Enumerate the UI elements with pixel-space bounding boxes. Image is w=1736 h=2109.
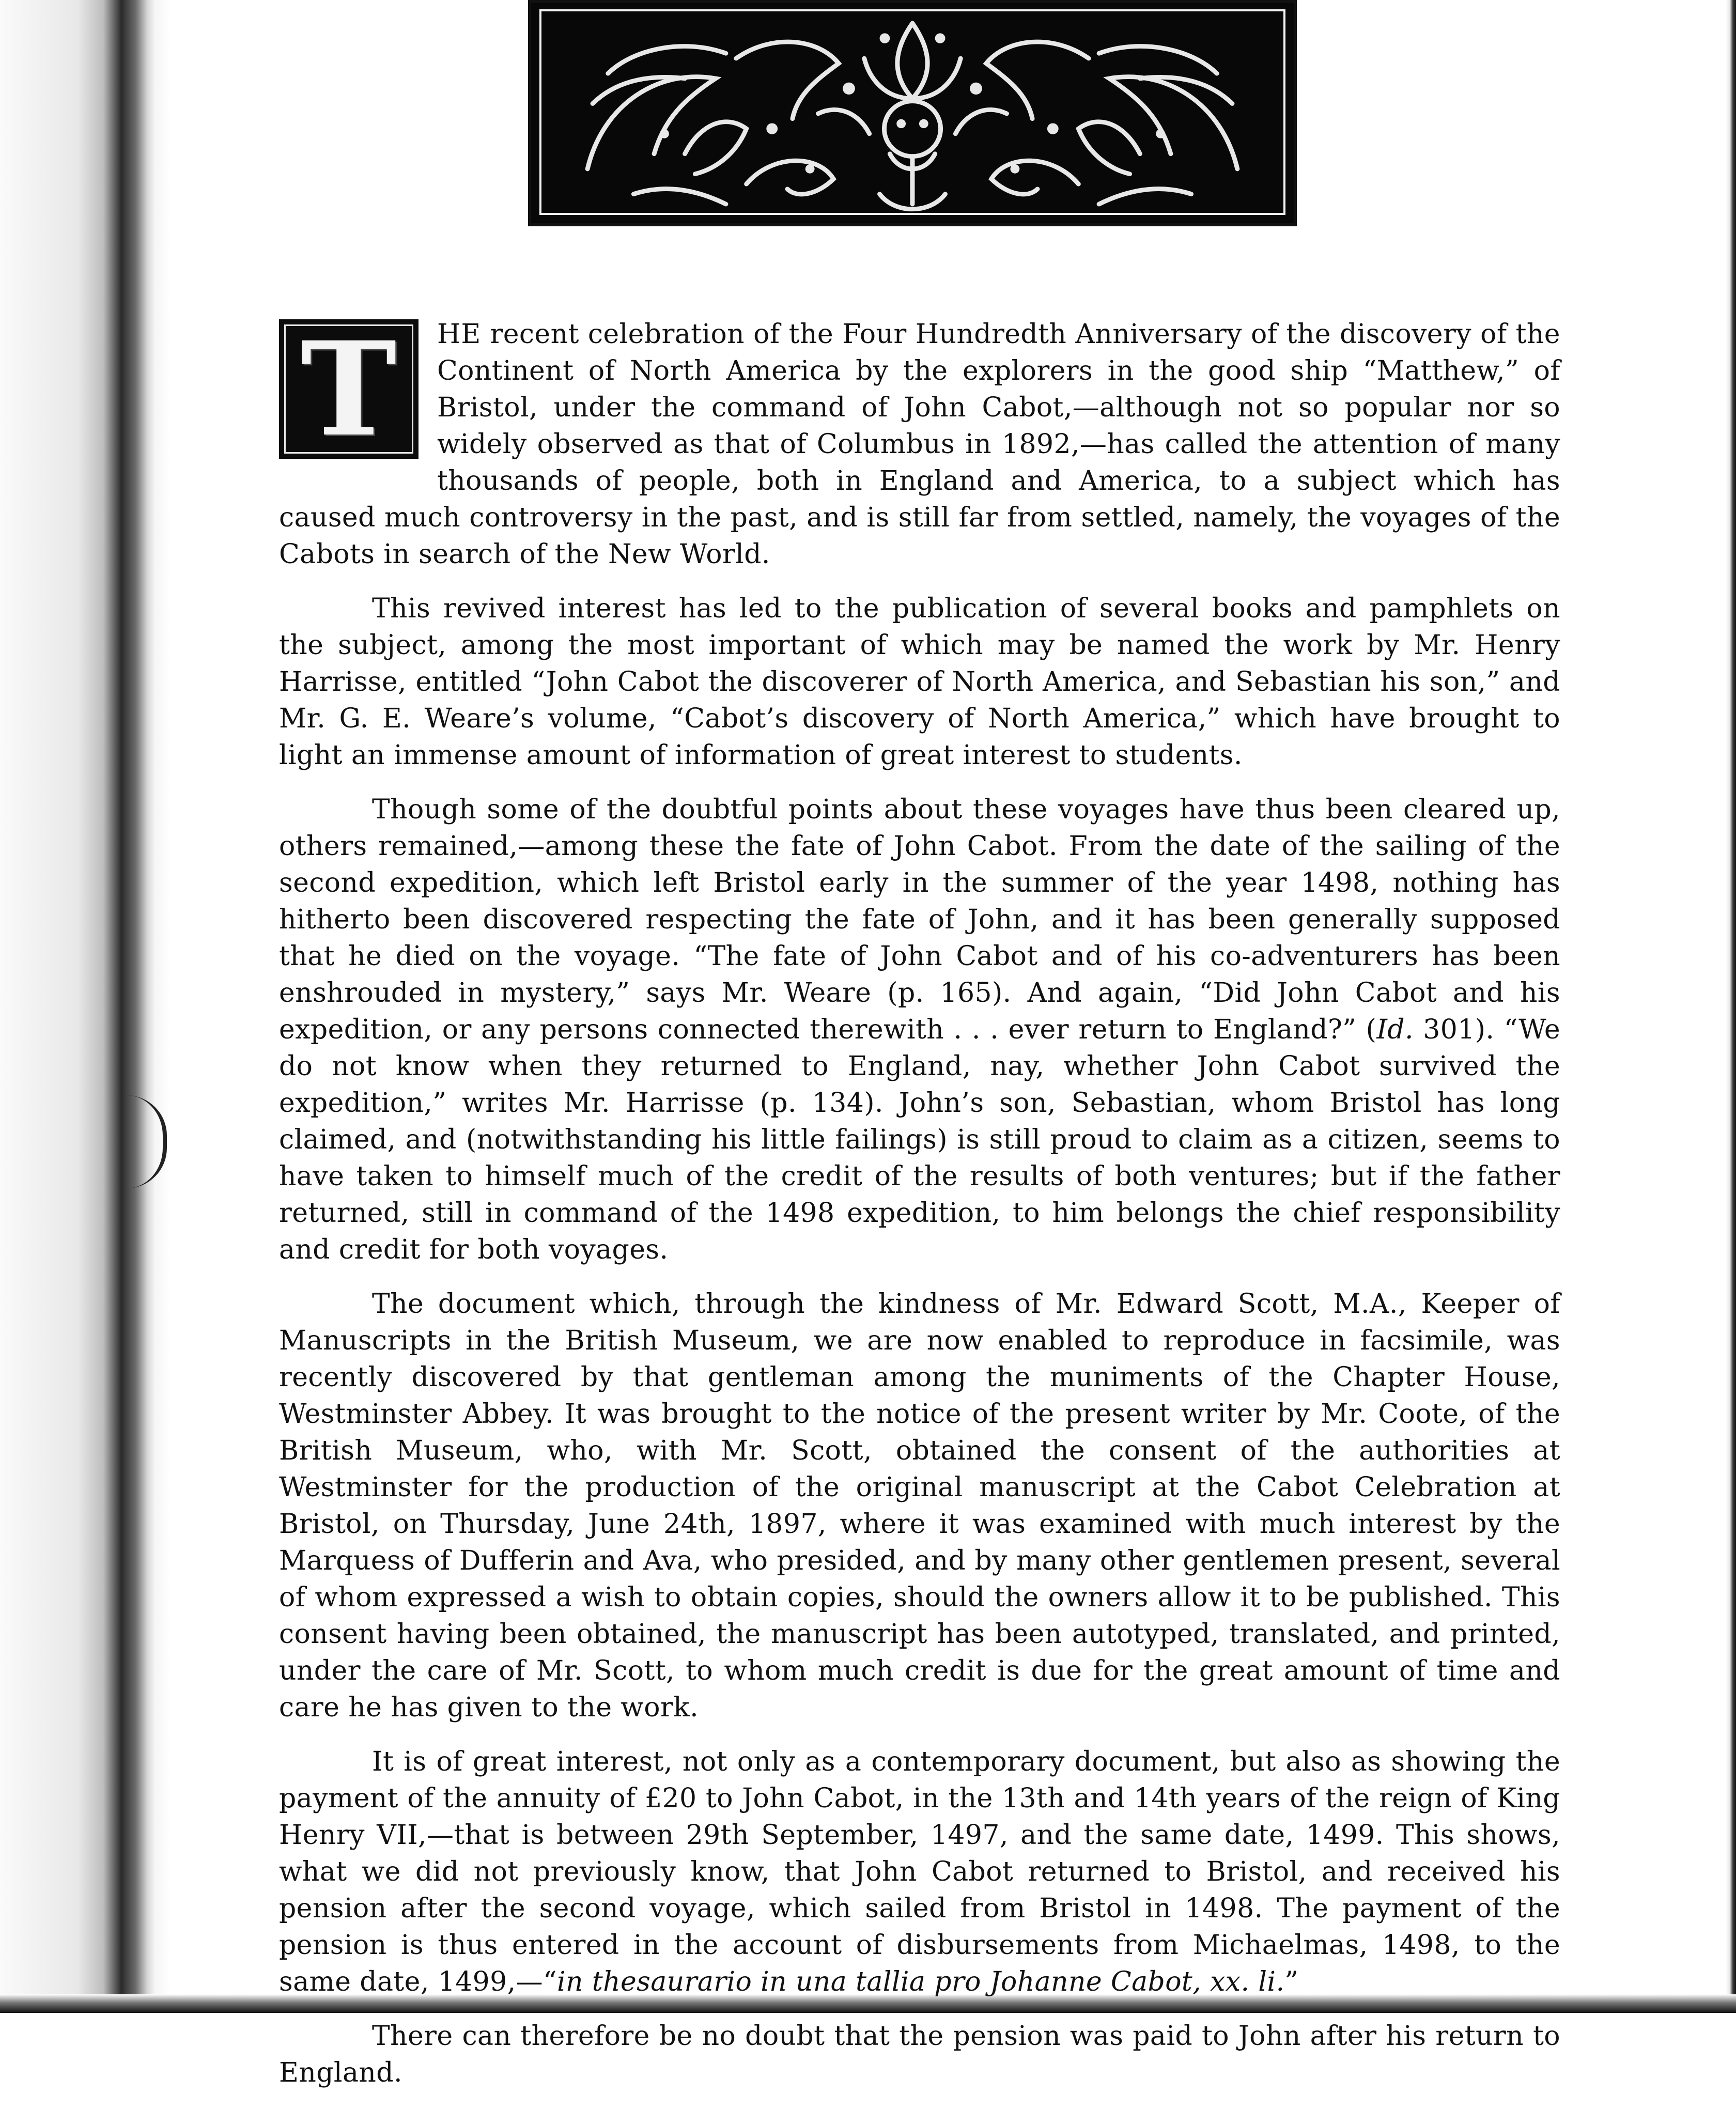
book-gutter bbox=[0, 0, 171, 2013]
paragraph-1-lead: HE bbox=[437, 319, 482, 350]
drop-cap-letter: T bbox=[300, 313, 397, 465]
drop-cap bbox=[279, 313, 419, 465]
paragraph-2: This revived interest has led to the publication of several books and pamphlets on the subject, among the most important of which may be named the work by Mr. Henry Harrisse, entitled “John Cabot the discoverer of North America, and Sebastian his son,” and Mr. G. E. Weare’s volume, “Cabot’s discovery of North America,” which have brought to light an immense amount of information of great interest to students. bbox=[279, 593, 1560, 771]
page-right-edge bbox=[1726, 0, 1736, 2013]
headpiece-ornament-icon bbox=[531, 3, 1294, 223]
paragraph-1-text: recent celebration of the Four Hundredth Anniversary of the discovery of the Continent of North America by the explorers in the good ship “Matthew,” of Bristol, under the command of John Cabot,—although not so popular nor so widely observed as that of Columbus in 1892,—has called the attention of many thousands of people, both in England and America, to a subject which has caused much controversy in the past, and is still far from settled, namely, the voyages of the Cabots in search of the New World. bbox=[279, 319, 1560, 570]
paragraph-4: The document which, through the kindness of Mr. Edward Scott, M.A., Keeper of Manuscripts in the British Museum, we are now enabled to reproduce in facsimile, was recently discovered by that gentleman among the muniments of the Chapter House, Westminster Abbey. It was brought to the notice of the present writer by Mr. Coote, of the British Museum, who, with Mr. Scott, obtained the consent of the authorities at Westminster for the production of the original manuscript at the Cabot Celebration at Bristol, on Thursday, June 24th, 1897, where it was examined with much interest by the Marquess of Dufferin and Ava, who presided, and by many other gentlemen present, several of whom expressed a wish to obtain copies, should the owners allow it to be published. This consent having been obtained, the manuscript has been autotyped, translated, and printed, under the care of Mr. Scott, to whom much credit is due for the great amount of time and care he has given to the work. bbox=[279, 1289, 1560, 1723]
paragraph-1 bbox=[279, 313, 1560, 573]
latin-quote: in thesaurario in una tallia pro Johanne Cabot, xx. li. bbox=[556, 1966, 1285, 1997]
paragraph-6: There can therefore be no doubt that the pension was paid to John after his return to England. bbox=[279, 2021, 1560, 2088]
paragraph-5 bbox=[279, 1744, 1560, 2001]
paragraph-5-part-1: It is of great interest, not only as a contemporary document, but also as showing the payment of the annuity of £20 to John Cabot, in the 13th and 14th years of the reign of King Henry VII,—that is between 29th September, 1497, and the same date, 1499. This shows, what we did not previously know, that John Cabot returned to Bristol, and received his pension after the second voyage, which sailed from Bristol in 1498. The payment of the pension is thus entered in the account of disbursements from Michaelmas, 1498, to the same date, 1499,—“ bbox=[279, 1746, 1560, 1997]
ornamental-headpiece bbox=[528, 0, 1297, 226]
document-body bbox=[279, 313, 1560, 2109]
paragraph-3 bbox=[279, 792, 1560, 1268]
paragraph-3-part-1: Though some of the doubtful points about these voyages have thus been cleared up, others remained,—among these the fate of John Cabot. From the date of the sailing of the second expedition, which left Bristol early in the summer of the year 1498, nothing has hitherto been discovered respecting the fate of John, and it has been generally supposed that he died on the voyage. “The fate of John Cabot and of his co-adventurers has been enshrouded in mystery,” says Mr. Weare (p. 165). And again, “Did John Cabot and his expedition, or any persons connected therewith . . . ever return to England?” ( bbox=[279, 794, 1560, 1045]
paragraph-5-part-2: ” bbox=[1284, 1966, 1299, 1997]
paragraph-3-id-reference: Id. bbox=[1376, 1014, 1414, 1045]
paragraph-3-part-2: 301). “We do not know when they returned to England, nay, whether John Cabot survived the expedition,” writes Mr. Harrisse (p. 134). John’s son, Sebastian, whom Bristol has long claimed, and (notwithstanding his little failings) is still proud to claim as a citizen, seems to have taken to himself much of the credit of the results of both ventures; but if the father returned, still in command of the 1498 expedition, to him belongs the chief responsibility and credit for both voyages. bbox=[279, 1014, 1560, 1265]
